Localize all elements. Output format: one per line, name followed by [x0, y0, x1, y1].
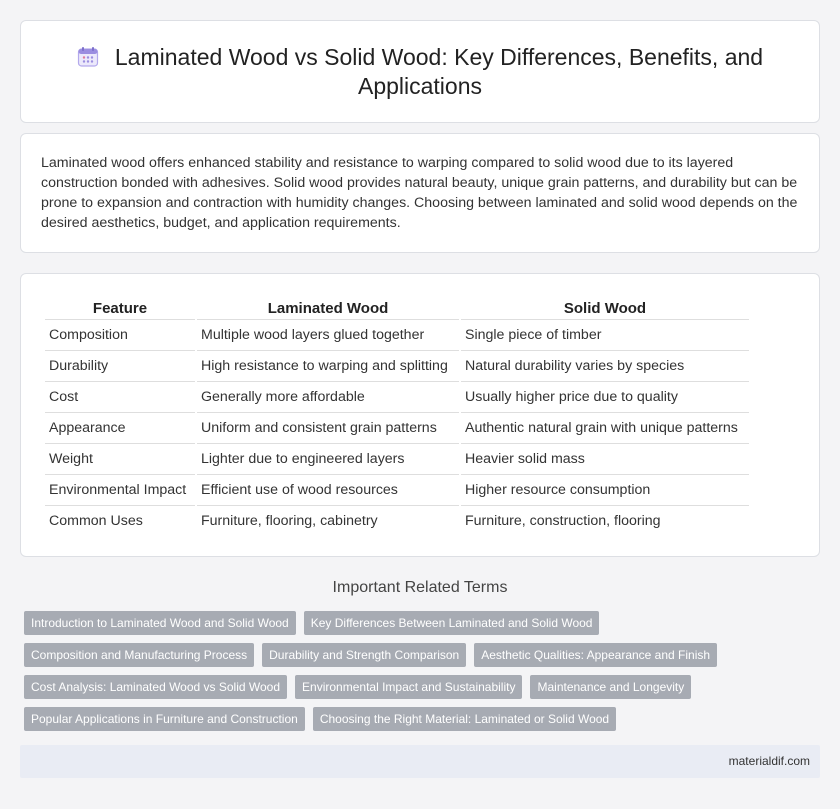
- tag-row: [24, 707, 616, 731]
- table-row: [45, 412, 749, 443]
- laminated-cell: Efficient use of wood resources: [197, 474, 459, 505]
- header-card: [20, 20, 820, 123]
- intro-paragraph: Laminated wood offers enhanced stability and resistance to warping compared to solid wood due to its layered construction bonded with adhesives. Solid wood provides natural beauty, unique grain patterns, and durability but can be prone to expansion and contraction with humidity changes. Choosing between laminated and solid wood depends on the desired aesthetics, budget, and application requirements.: [41, 155, 798, 231]
- table-row: [45, 350, 749, 381]
- term-tag[interactable]: Environmental Impact and Sustainability: [295, 675, 522, 699]
- feature-cell: Environmental Impact: [45, 474, 195, 505]
- term-tag[interactable]: Aesthetic Qualities: Appearance and Finish: [474, 643, 717, 667]
- column-header-solid: Solid Wood: [563, 299, 647, 317]
- tag-row: [24, 675, 691, 699]
- table-row: [45, 443, 749, 474]
- term-tag[interactable]: Introduction to Laminated Wood and Solid Wood: [24, 611, 296, 635]
- table-row: [45, 381, 749, 412]
- term-tag[interactable]: Cost Analysis: Laminated Wood vs Solid Wood: [24, 675, 287, 699]
- feature-cell: Cost: [45, 381, 195, 412]
- table-row: [45, 319, 749, 350]
- table-header-row: [45, 295, 749, 319]
- column-header-feature: Feature: [92, 299, 148, 317]
- feature-cell: Appearance: [45, 412, 195, 443]
- term-tag[interactable]: Maintenance and Longevity: [530, 675, 691, 699]
- solid-cell: Single piece of timber: [461, 319, 749, 350]
- solid-cell: Higher resource consumption: [461, 474, 749, 505]
- comparison-card: [20, 273, 820, 557]
- term-tag[interactable]: Key Differences Between Laminated and Solid Wood: [304, 611, 600, 635]
- laminated-cell: Uniform and consistent grain patterns: [197, 412, 459, 443]
- page-title-text: Laminated Wood vs Solid Wood: Key Differences, Benefits, and Applications: [114, 44, 764, 99]
- tag-row: [24, 643, 717, 667]
- intro-card: [20, 133, 820, 253]
- laminated-cell: Furniture, flooring, cabinetry: [197, 505, 459, 536]
- laminated-cell: Lighter due to engineered layers: [197, 443, 459, 474]
- title-wrap: [61, 43, 779, 101]
- laminated-cell: High resistance to warping and splitting: [197, 350, 459, 381]
- table-row: [45, 505, 749, 536]
- laminated-cell: Multiple wood layers glued together: [197, 319, 459, 350]
- calendar-icon: [77, 46, 99, 68]
- solid-cell: Natural durability varies by species: [461, 350, 749, 381]
- related-terms-heading: Important Related Terms: [332, 579, 508, 596]
- footer-site-link[interactable]: materialdif.com: [728, 754, 810, 768]
- column-header-laminated: Laminated Wood: [267, 299, 389, 317]
- table-row: [45, 474, 749, 505]
- feature-cell: Common Uses: [45, 505, 195, 536]
- laminated-cell: Generally more affordable: [197, 381, 459, 412]
- solid-cell: Heavier solid mass: [461, 443, 749, 474]
- page-title: [61, 43, 779, 101]
- term-tag[interactable]: Durability and Strength Comparison: [262, 643, 466, 667]
- feature-cell: Composition: [45, 319, 195, 350]
- feature-cell: Weight: [45, 443, 195, 474]
- feature-cell: Durability: [45, 350, 195, 381]
- solid-cell: Authentic natural grain with unique patterns: [461, 412, 749, 443]
- solid-cell: Usually higher price due to quality: [461, 381, 749, 412]
- tag-row: [24, 611, 599, 635]
- term-tag[interactable]: Composition and Manufacturing Process: [24, 643, 254, 667]
- term-tag[interactable]: Popular Applications in Furniture and Construction: [24, 707, 305, 731]
- footer-bar: [20, 745, 820, 778]
- term-tag[interactable]: Choosing the Right Material: Laminated or Solid Wood: [313, 707, 616, 731]
- comparison-table: [43, 295, 751, 536]
- solid-cell: Furniture, construction, flooring: [461, 505, 749, 536]
